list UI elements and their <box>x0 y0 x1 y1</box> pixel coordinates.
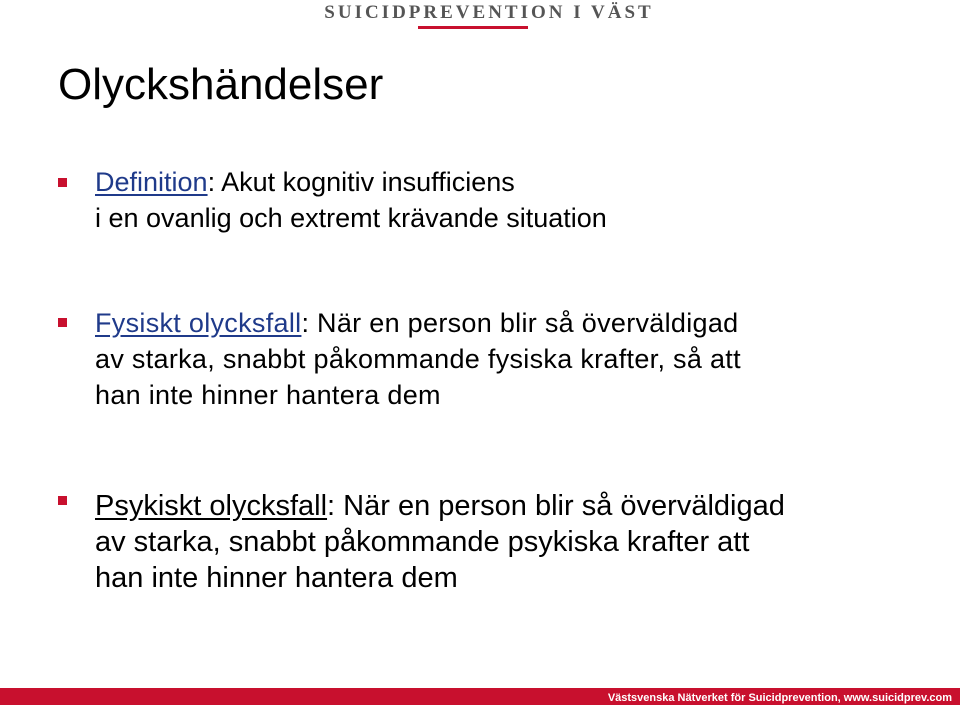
bullet-line-text: : När en person blir så överväldigad <box>301 308 739 338</box>
bullet-fysiskt-olycksfall <box>58 305 938 413</box>
bullet-line <box>95 164 607 200</box>
brand-underline <box>418 26 528 29</box>
bullet-line-text: : Akut kognitiv insufficiens <box>207 167 515 197</box>
bullet-text <box>95 164 607 236</box>
slide-title: Olyckshändelser <box>58 60 384 109</box>
brand-header <box>0 2 960 24</box>
footer-text: Västsvenska Nätverket för Suicidprevention, www.suicidprev.com <box>607 692 952 704</box>
footer-bar <box>0 688 960 705</box>
square-bullet-icon <box>58 178 67 187</box>
bullet-line-text: av starka, snabbt påkommande fysiska krafter, så att <box>95 344 741 374</box>
bullet-line-text: i en ovanlig och extremt krävande situation <box>95 203 607 233</box>
brand-name: SUICIDPREVENTION I VÄST <box>324 2 654 23</box>
term-link-fysiskt-olycksfall[interactable]: Fysiskt olycksfall <box>95 308 302 338</box>
square-bullet-icon <box>58 496 67 505</box>
bullet-definition <box>58 164 938 236</box>
bullet-line <box>95 305 741 341</box>
bullet-text <box>95 488 785 596</box>
bullet-line-text: : När en person blir så överväldigad <box>327 490 785 522</box>
bullet-text <box>95 305 741 413</box>
term-link-definition[interactable]: Definition <box>95 167 208 197</box>
bullet-psykiskt-olycksfall <box>58 488 938 596</box>
bullet-line <box>95 488 785 524</box>
square-bullet-icon <box>58 318 67 327</box>
bullet-line-text: han inte hinner hantera dem <box>95 380 441 410</box>
bullet-line-text: han inte hinner hantera dem <box>95 562 458 594</box>
bullet-line-text: av starka, snabbt påkommande psykiska krafter att <box>95 526 750 558</box>
term-link-psykiskt-olycksfall[interactable]: Psykiskt olycksfall <box>95 490 328 522</box>
